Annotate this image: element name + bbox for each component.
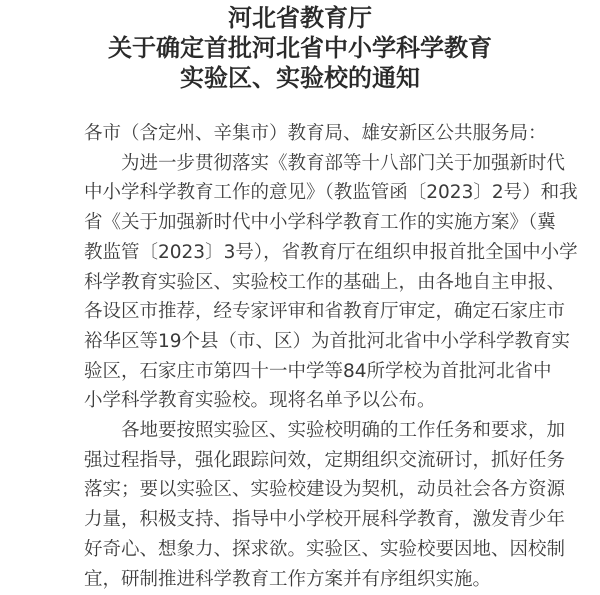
body-line: 力量，积极支持、指导中小学校开展科学教育，激发青少年 — [84, 509, 566, 531]
salutation: 各市（含定州、辛集市）教育局、雄安新区公共服务局： — [84, 123, 547, 144]
body-line: 好奇心、想象力、探求欲。实验区、实验校要因地、因校制 — [84, 538, 566, 560]
body-line: 小学科学教育实验校。现将名单予以公布。 — [84, 390, 436, 412]
title-line-2: 关于确定首批河北省中小学科学教育 — [108, 33, 492, 62]
body-line: 省《关于加强新时代中小学科学教育工作的实施方案》（冀 — [84, 212, 556, 234]
body-line: 科学教育实验区、实验校工作的基础上，由各地自主申报、 — [84, 271, 566, 293]
body-line: 宜，研制推进科学教育工作方案并有序组织实施。 — [84, 568, 492, 590]
body-line: 落实；要以实验区、实验校建设为契机，动员社会各方资源 — [84, 479, 566, 501]
body-line: 强过程指导，强化跟踪问效，定期组织交流研讨，抓好任务 — [84, 449, 566, 471]
body-line: 教监管〔2023〕3号），省教育厅在组织申报首批全国中小学 — [84, 241, 578, 263]
body-line: 裕华区等19个县（市、区）为首批河北省中小学科学教育实 — [84, 330, 571, 352]
body-line: 验区，石家庄市第四十一中学等84所学校为首批河北省中 — [84, 360, 552, 382]
body-line: 各设区市推荐，经专家评审和省教育厅审定，确定石家庄市 — [84, 301, 566, 323]
body-line: 各地要按照实验区、实验校明确的工作任务和要求，加 — [84, 420, 566, 441]
title-issuer: 河北省教育厅 — [228, 3, 372, 32]
body-line: 为进一步贯彻落实《教育部等十八部门关于加强新时代 — [84, 152, 566, 174]
title-line-3: 实验区、实验校的通知 — [180, 63, 420, 92]
body-line: 中小学科学教育工作的意见》（教监管函〔2023〕2号）和我 — [84, 182, 578, 204]
